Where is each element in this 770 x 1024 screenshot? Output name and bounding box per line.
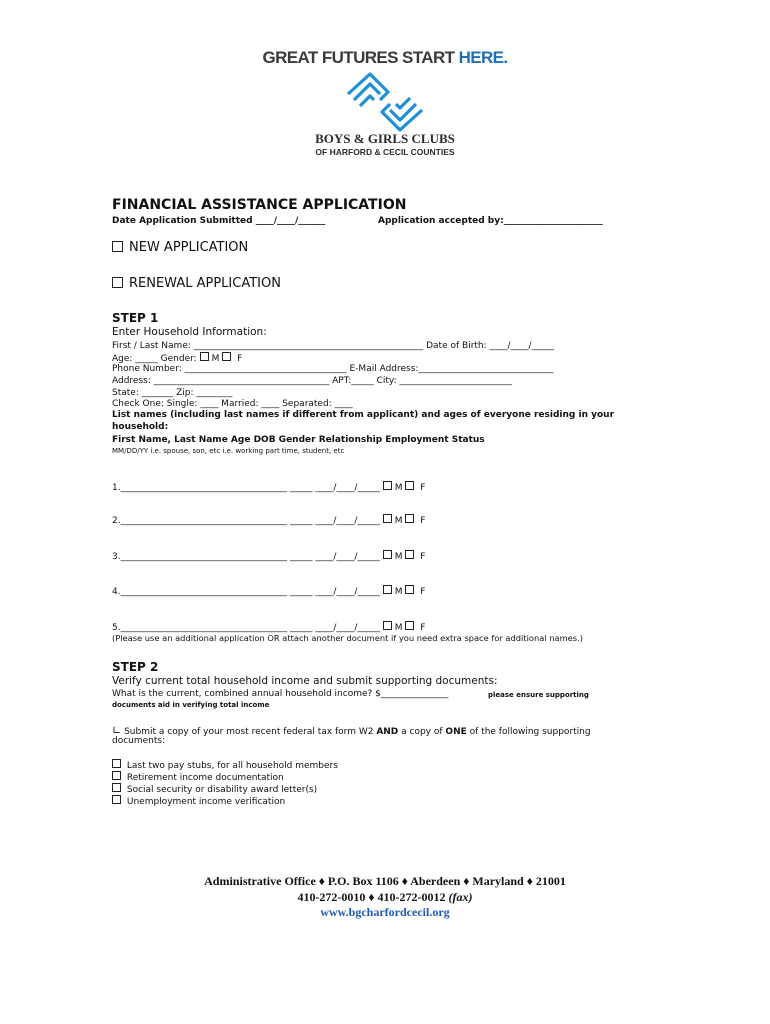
row-blank[interactable]: _____________________________________ _____ ____/____/_____ <box>120 552 380 562</box>
w2-post: of the following supporting <box>466 727 591 737</box>
step1-intro: Enter Household Information: <box>112 326 267 338</box>
footer-phone-numbers: 410-272-0010 ♦ 410-272-0012 <box>297 890 449 904</box>
renewal-application-checkbox[interactable] <box>112 277 123 288</box>
tagline-main: GREAT FUTURES START <box>262 48 459 67</box>
footer-phone <box>0 890 770 905</box>
row-m-checkbox[interactable] <box>383 514 392 523</box>
row-blank[interactable]: _____________________________________ _____ ____/____/_____ <box>120 623 380 633</box>
doc-checkbox[interactable] <box>112 795 121 804</box>
gender-f-label: F <box>237 354 243 364</box>
phone-email-line[interactable]: Phone Number: ____________________________________ E-Mail Address:______________________________ <box>112 364 554 374</box>
club-logo-icon <box>340 72 430 132</box>
step1-heading: STEP 1 <box>112 311 159 325</box>
row-f-label: F <box>420 516 426 526</box>
row-m-checkbox[interactable] <box>383 621 392 630</box>
age-gender-label: Age: _____ Gender: <box>112 354 197 364</box>
renewal-application-option[interactable] <box>112 276 281 291</box>
step2-intro: Verify current total household income and submit supporting documents: <box>112 675 498 687</box>
accepted-by: Application accepted by:______________________ <box>378 216 603 226</box>
org-name: BOYS & GIRLS CLUBS <box>315 131 455 146</box>
row-m-checkbox[interactable] <box>383 481 392 490</box>
gender-m-label: M <box>211 354 220 364</box>
member-columns: First Name, Last Name Age DOB Gender Relationship Employment Status <box>112 435 485 445</box>
marital-status-line[interactable]: Check One: Single: ____ Married: ____ Separated: ____ <box>112 399 353 409</box>
doc-checkbox[interactable] <box>112 783 121 792</box>
row-number: 5. <box>112 623 121 633</box>
doc-item[interactable] <box>112 771 284 783</box>
row-f-label: F <box>420 552 426 562</box>
row-number: 3. <box>112 552 121 562</box>
doc-item[interactable] <box>112 783 317 795</box>
row-f-label: F <box>420 587 426 597</box>
row-f-checkbox[interactable] <box>405 585 414 594</box>
row-f-label: F <box>420 483 426 493</box>
renewal-application-label: RENEWAL APPLICATION <box>129 276 281 291</box>
footer-fax-label: (fax) <box>448 890 473 904</box>
income-note-2: documents aid in verifying total income <box>112 701 270 709</box>
row-m-label: M <box>394 516 403 526</box>
website-link[interactable]: www.bgcharfordcecil.org <box>320 905 450 919</box>
row-blank[interactable]: _____________________________________ _____ ____/____/_____ <box>120 516 380 526</box>
w2-instruction-2: documents: <box>112 736 166 746</box>
doc-checkbox[interactable] <box>112 759 121 768</box>
tagline <box>0 48 770 68</box>
footer-address: Administrative Office ♦ P.O. Box 1106 ♦ Aberdeen ♦ Maryland ♦ 21001 <box>204 874 566 888</box>
list-instructions-2: household: <box>112 422 169 432</box>
tagline-accent: HERE. <box>458 48 508 67</box>
row-number: 1. <box>112 483 121 493</box>
list-instructions: List names (including last names if different from applicant) and ages of everyone residing in your <box>112 410 615 420</box>
name-dob-line[interactable]: First / Last Name: ___________________________________________________ Date of Birth: ____/____/_____ <box>112 341 555 351</box>
extra-space-note: (Please use an additional application OR attach another document if you need extra space for additional names.) <box>112 633 583 643</box>
row-f-checkbox[interactable] <box>405 550 414 559</box>
doc-item[interactable] <box>112 795 285 807</box>
address-line[interactable]: Address: _______________________________________ APT:_____ City: _________________________ <box>112 376 512 386</box>
doc-checkbox[interactable] <box>112 771 121 780</box>
row-number: 2. <box>112 516 121 526</box>
new-application-option[interactable] <box>112 240 248 255</box>
date-submitted: Date Application Submitted ____/____/______ <box>112 216 326 226</box>
row-m-checkbox[interactable] <box>383 550 392 559</box>
age-gender-line[interactable] <box>112 352 242 364</box>
row-m-label: M <box>394 587 403 597</box>
new-application-checkbox[interactable] <box>112 241 123 252</box>
doc-label: Unemployment income verification <box>126 797 286 807</box>
row-f-label: F <box>420 623 426 633</box>
household-row[interactable] <box>112 550 425 562</box>
household-row[interactable] <box>112 514 425 526</box>
household-row[interactable] <box>112 621 425 633</box>
row-m-checkbox[interactable] <box>383 585 392 594</box>
row-m-label: M <box>394 623 403 633</box>
w2-text: Submit a copy of your most recent federal tax form W2 <box>124 727 377 737</box>
doc-item[interactable] <box>112 759 338 771</box>
new-application-label: NEW APPLICATION <box>129 240 249 255</box>
row-number: 4. <box>112 587 121 597</box>
row-blank[interactable]: _____________________________________ _____ ____/____/_____ <box>120 483 380 493</box>
w2-and: AND <box>376 727 399 737</box>
row-m-label: M <box>394 483 403 493</box>
row-f-checkbox[interactable] <box>405 481 414 490</box>
gender-f-checkbox[interactable] <box>222 352 231 361</box>
w2-one: ONE <box>445 727 467 737</box>
row-m-label: M <box>394 552 403 562</box>
w2-mid: a copy of <box>398 727 446 737</box>
form-title: FINANCIAL ASSISTANCE APPLICATION <box>112 197 407 213</box>
org-subtitle: OF HARFORD & CECIL COUNTIES <box>315 147 455 157</box>
row-f-checkbox[interactable] <box>405 621 414 630</box>
w2-instruction: ∟ Submit a copy of your most recent federal tax form W2 AND a copy of ONE of the following supporting <box>112 724 591 737</box>
doc-label: Last two pay stubs, for all household members <box>126 761 338 771</box>
state-zip-line[interactable]: State: _______ Zip: ________ <box>112 388 233 398</box>
doc-label: Social security or disability award letter(s) <box>126 785 318 795</box>
gender-m-checkbox[interactable] <box>200 352 209 361</box>
column-hints: MM/DD/YY i.e. spouse, son, etc i.e. working part time, student, etc <box>112 447 345 455</box>
household-row[interactable] <box>112 585 425 597</box>
row-f-checkbox[interactable] <box>405 514 414 523</box>
income-question[interactable]: What is the current, combined annual household income? $_______________ <box>112 689 449 699</box>
household-row[interactable] <box>112 481 425 493</box>
row-blank[interactable]: _____________________________________ _____ ____/____/_____ <box>120 587 380 597</box>
doc-label: Retirement income documentation <box>126 773 284 783</box>
income-note: please ensure supporting <box>488 691 589 699</box>
step2-heading: STEP 2 <box>112 660 159 674</box>
